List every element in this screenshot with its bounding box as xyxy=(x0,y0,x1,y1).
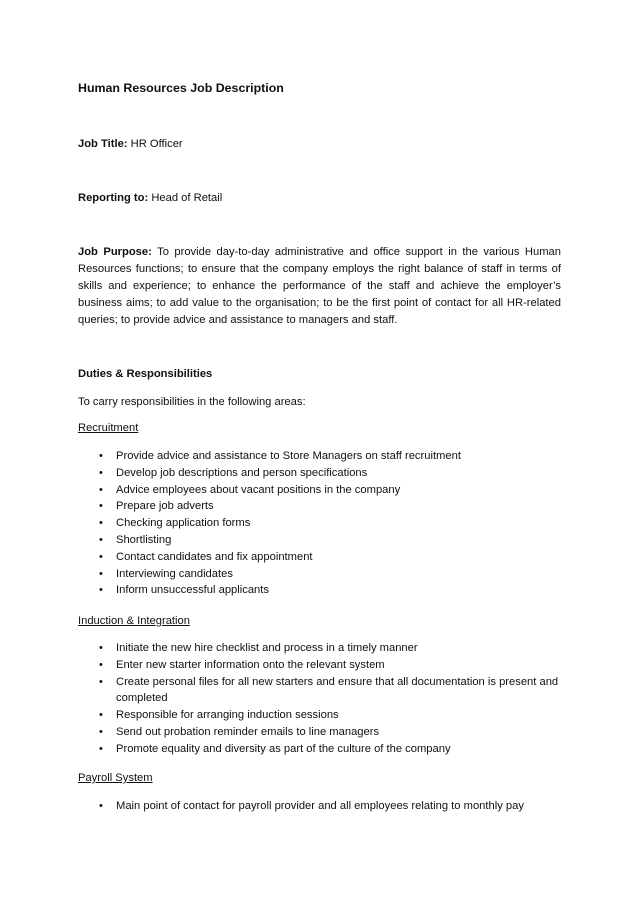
list-item: • Develop job descriptions and person specifications xyxy=(78,465,561,482)
list-item: • Create personal files for all new starters and ensure that all documentation is present and completed xyxy=(99,675,559,705)
list-item: • Inform unsuccessful applicants xyxy=(78,582,561,599)
bullet-icon: • xyxy=(99,642,103,654)
list-item: • Send out probation reminder emails to line managers xyxy=(78,724,561,741)
list-item: • Advice employees about vacant positions in the company xyxy=(78,482,561,499)
recruitment-heading: Recruitment xyxy=(78,422,139,434)
reporting-to-line xyxy=(78,190,222,207)
bullet-icon: • xyxy=(99,500,103,513)
bullet-icon: • xyxy=(99,742,103,755)
job-purpose-label: Job Purpose: xyxy=(78,246,152,258)
reporting-to-value: Head of Retail xyxy=(148,192,223,204)
list-item: • Responsible for arranging induction sessions xyxy=(78,707,561,724)
bullet-icon: • xyxy=(99,466,103,479)
bullet-icon: • xyxy=(99,533,103,546)
bullet-icon: • xyxy=(99,567,103,580)
induction-heading: Induction & Integration xyxy=(78,615,190,627)
list-item: • Promote equality and diversity as part of the culture of the company xyxy=(78,741,561,758)
recruitment-list xyxy=(78,448,561,599)
duties-intro: To carry responsibilities in the following areas: xyxy=(78,396,306,408)
job-purpose-paragraph xyxy=(78,244,561,329)
bullet-icon: • xyxy=(99,550,103,563)
list-item: • Initiate the new hire checklist and process in a timely manner xyxy=(78,640,561,657)
bullet-icon: • xyxy=(99,800,103,812)
reporting-to-label: Reporting to: xyxy=(78,192,149,204)
payroll-heading: Payroll System xyxy=(78,772,153,784)
induction-list xyxy=(78,640,561,758)
job-title-value: HR Officer xyxy=(127,138,183,150)
job-title-line xyxy=(78,136,183,153)
list-item: • Provide advice and assistance to Store Managers on staff recruitment xyxy=(78,448,561,465)
list-item: • Shortlisting xyxy=(78,532,561,549)
list-item: • Enter new starter information onto the relevant system xyxy=(78,657,561,674)
list-item: • Prepare job adverts xyxy=(78,498,561,515)
job-purpose-text: To provide day-to-day administrative and office support in the various Human Resources functions; to ensure that the company employs the right balance of staff in terms of skills and experience; to enhance the performance of the staff and achieve the employer’s business aims; to add value to the organisation; to be the first point of contact for all HR-related queries; to provide advice and assistance to managers and staff. xyxy=(78,246,561,326)
payroll-list xyxy=(78,798,561,815)
bullet-icon: • xyxy=(99,483,103,496)
list-item: • Contact candidates and fix appointment xyxy=(78,549,561,566)
bullet-icon: • xyxy=(99,517,103,530)
bullet-icon: • xyxy=(99,675,103,688)
job-title-label: Job Title: xyxy=(78,138,128,150)
list-item: • Main point of contact for payroll provider and all employees relating to monthly pay xyxy=(78,798,561,815)
list-item: • Checking application forms xyxy=(78,515,561,532)
bullet-icon: • xyxy=(99,450,103,462)
document-title: Human Resources Job Description xyxy=(78,81,284,95)
bullet-icon: • xyxy=(99,709,103,722)
duties-heading: Duties & Responsibilities xyxy=(78,368,213,380)
list-item: • Interviewing candidates xyxy=(78,566,561,583)
bullet-icon: • xyxy=(99,725,103,738)
bullet-icon: • xyxy=(99,584,103,597)
bullet-icon: • xyxy=(99,658,103,671)
